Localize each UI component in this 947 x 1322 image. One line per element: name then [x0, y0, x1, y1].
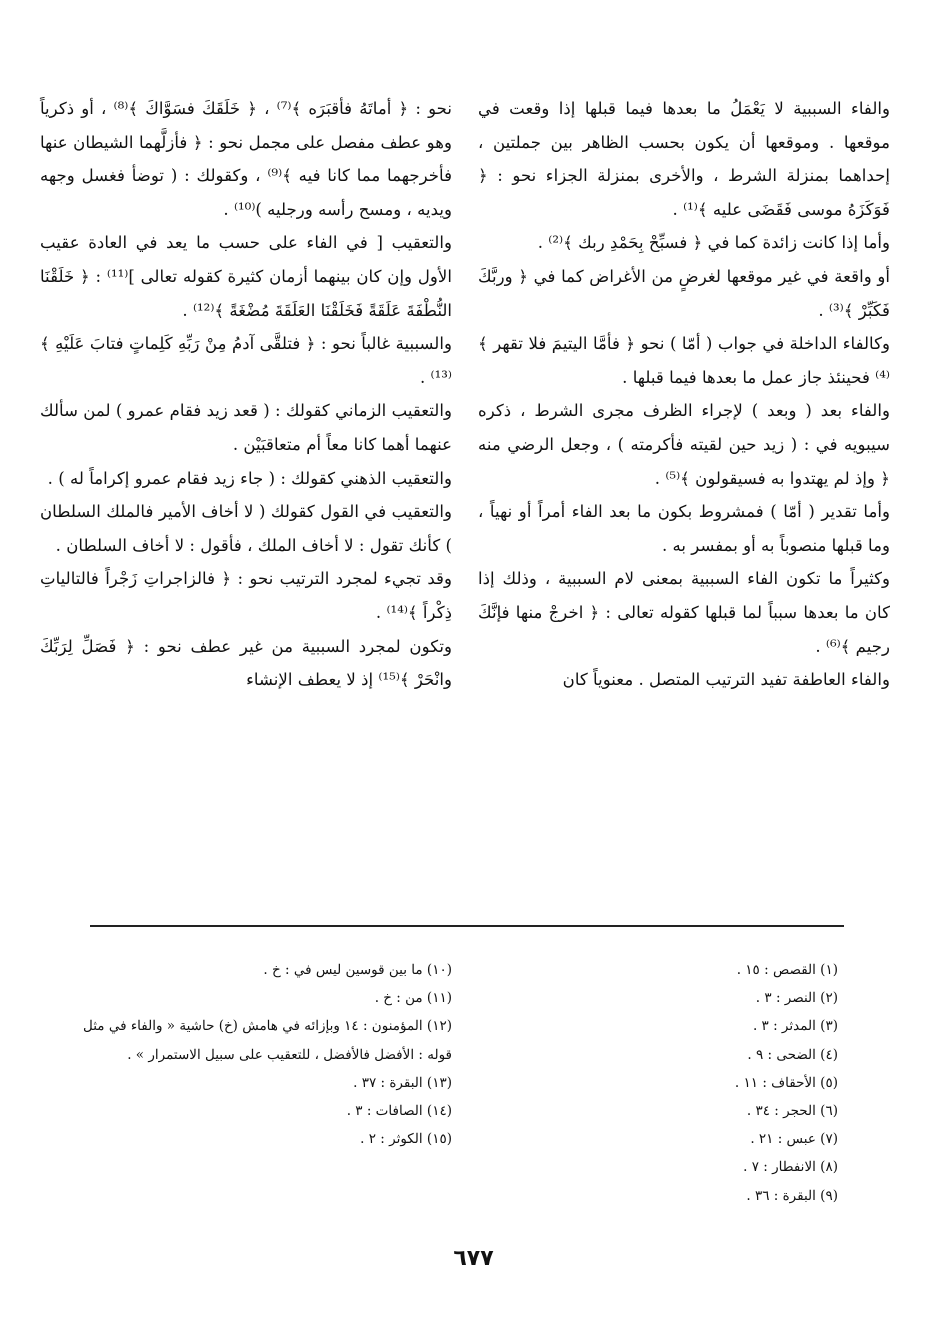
paragraph: أو واقعة في غير موقعها لغرضٍ من الأغراض كما في ﴿ وربَّكَ فَكَبِّرْ ﴾⁽³⁾ . — [478, 266, 890, 320]
paragraph: وقد تجيء لمجرد الترتيب نحو : ﴿ فالزاجراتِ زَجْراً فالتالياتِ ذِكْراً ﴾⁽¹⁴⁾ . — [40, 569, 452, 622]
footnotes-right — [468, 956, 838, 1210]
footnote-divider — [90, 925, 844, 927]
paragraph: نحو : ﴿ أماتَهُ فأقبَرَه ﴾⁽⁷⁾ ، ﴿ خَلَقَكَ فسَوَّاكَ ﴾⁽⁸⁾ ، أو ذكرياً وهو عطف مفصل على مجمل نحو : ﴿ فأزلَّهما الشيطان عنها فأخرجهما مما كانا فيه ﴾⁽⁹⁾ ، وكقولك : ( توضأ فغسل وجهه ويديه ، ومسح رأسه ورجليه )⁽¹⁰⁾ . — [40, 99, 453, 219]
paragraph: وكثيراً ما تكون الفاء السببية بمعنى لام السببية ، وذلك إذا كان ما بعدها سبباً لما قبلها كقوله تعالى : ﴿ اخرجْ منها فإنَّكَ رجيم ﴾⁽⁶⁾ . — [478, 569, 890, 656]
paragraph: وتكون لمجرد السببية من غير عطف نحو : ﴿ فَصَلِّ لِرَبِّكَ وانْحَرْ ﴾⁽¹⁵⁾ إذ لا يعطف الإنشاء — [40, 636, 452, 690]
paragraph: والتعقيب [ في الفاء على حسب ما يعد في العادة عقيب الأول وإن كان بينهما أزمان كثيرة كقوله تعالى ]⁽¹¹⁾ : ﴿ خَلَقْنَا النُّطْفَةَ عَلَقَةً فَخَلَقْنَا العَلَقَةَ مُضْغَةً ﴾⁽¹²⁾ . — [40, 233, 452, 320]
footnote: (١٤) الصافات : ٣ . — [346, 1103, 452, 1120]
text-column-right — [478, 92, 890, 697]
footnote: (٩) البقرة : ٣٦ . — [746, 1187, 838, 1204]
footnote: (٦) الحجر : ٣٤ . — [746, 1103, 838, 1120]
paragraph: والفاء السببية لا يَعْمَلُ ما بعدها فيما قبلها إذا وقعت في موقعها . وموقعها أن يكون بحسب الظاهر بين جملتين ، إحداهما بمنزلة الشرط ، والأخرى بمنزلة الجزاء نحو : ﴿ فَوَكَزَهُ موسى فَقَضَى عليه ﴾⁽¹⁾ . — [478, 99, 890, 219]
footnote: (٥) الأحقاف : ١١ . — [734, 1074, 838, 1091]
footnote: (١٢) المؤمنون : ١٤ وبإزائه في هامش (خ) حاشية « والفاء في مثل قوله : الأفضل فالأفضل ، للتعقيب على سبيل الاستمرار » . — [83, 1018, 452, 1063]
paragraph: وأما إذا كانت زائدة كما في ﴿ فسبِّحْ بِحَمْدِ ربك ﴾⁽²⁾ . — [537, 233, 890, 253]
footnote: (٤) الضحى : ٩ . — [747, 1046, 838, 1063]
text-column-left — [40, 92, 452, 697]
paragraph: والسببية غالباً نحو : ﴿ فتلقَّى آدمُ مِنْ رَبِّهِ كَلِماتٍ فتابَ عَلَيْهِ ﴾⁽¹³⁾ . — [40, 334, 452, 387]
footnote: (١٣) البقرة : ٣٧ . — [353, 1074, 452, 1091]
footnote: (٣) المدثر : ٣ . — [752, 1018, 838, 1035]
paragraph: والتعقيب الزماني كقولك : ( قعد زيد فقام عمرو ) لمن سألك عنهما أهما كانا معاً أم متعاقبَيْن . — [40, 401, 452, 454]
footnote: (١١) من : خ . — [374, 990, 452, 1007]
paragraph: والفاء العاطفة تفيد الترتيب المتصل . معنوياً كان — [562, 670, 890, 690]
paragraph: وأما تقدير ( أمّا ) فمشروط بكون ما بعد الفاء أمراً أو نهياً ، وما قبلها منصوباً به أو بمفسر به . — [478, 502, 890, 555]
footnote: (٨) الانفطار : ٧ . — [743, 1159, 838, 1176]
footnote: (١٥) الكوثر : ٢ . — [360, 1131, 452, 1148]
paragraph: والتعقيب في القول كقولك ( لا أخاف الأمير فالملك السلطان ) كأنك تقول : لا أخاف الملك ، فأقول : لا أخاف السلطان . — [40, 502, 452, 555]
footnote: (١٠) ما بين قوسين ليس في : خ . — [263, 962, 452, 978]
footnotes-left — [82, 956, 452, 1153]
paragraph: والتعقيب الذهني كقولك : ( جاء زيد فقام عمرو إكراماً له ) . — [47, 468, 452, 488]
page-number: ٦٧٧ — [453, 1246, 494, 1271]
footnote: (١) القصص : ١٥ . — [736, 962, 838, 978]
footnote: (٢) النصر : ٣ . — [755, 990, 838, 1007]
paragraph: وكالفاء الداخلة في جواب ( أمّا ) نحو ﴿ فأمَّا اليتيمَ فلا تقهر ﴾⁽⁴⁾ فحينئذ جاز عمل ما بعدها فيما قبلها . — [478, 334, 890, 387]
paragraph: والفاء بعد ( وبعد ) لإجراء الظرف مجرى الشرط ، ذكره سيبويه في : ( زيد حين لقيته فأكرمته ) ، وجعل الرضي منه ﴿ وإذ لم يهتدوا به فسيقولون ﴾⁽⁵⁾ . — [478, 401, 890, 488]
footnote: (٧) عبس : ٢١ . — [750, 1131, 838, 1148]
